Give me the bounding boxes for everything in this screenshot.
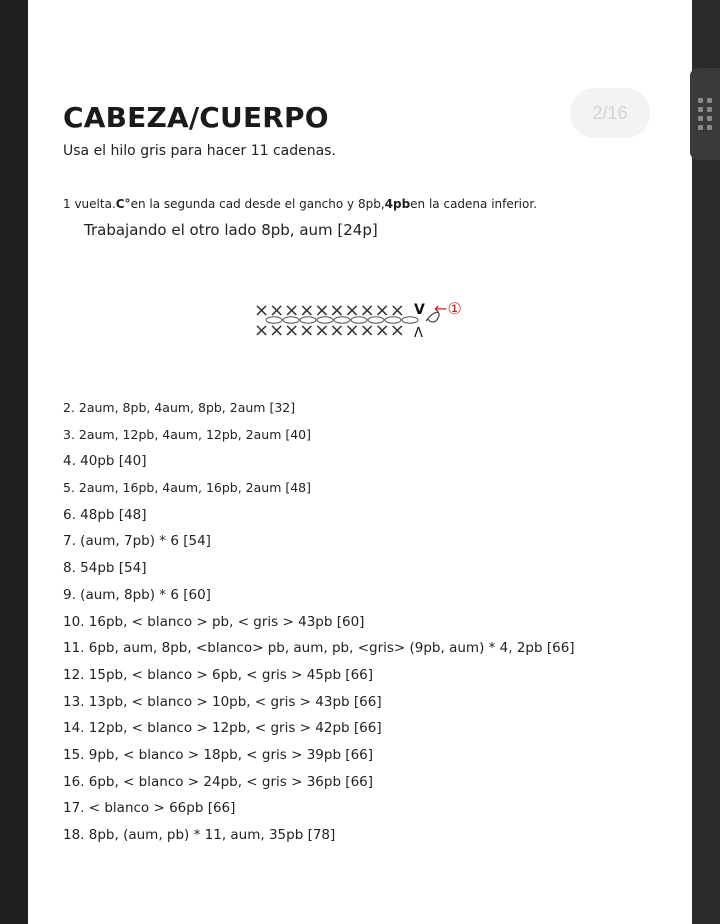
diagram-top-row: ×××××××××× (254, 300, 405, 321)
round-8: 8. 54pb [54] (63, 560, 147, 577)
diagram-bottom-marker: Λ (414, 326, 423, 341)
crochet-diagram (248, 294, 478, 344)
round-1-continuation: Trabajando el otro lado 8pb, aum [24p] (84, 221, 378, 239)
round-9: 9. (aum, 8pb) * 6 [60] (63, 586, 211, 603)
diagram-top-marker: V (414, 302, 425, 318)
grip-icon[interactable] (698, 98, 714, 130)
round-17: 17. < blanco > 66pb [66] (63, 800, 236, 817)
round-1-bold: 4pb (384, 197, 411, 211)
round-16: 16. 6pb, < blanco > 24pb, < gris > 36pb [66] (63, 773, 374, 790)
round-4: 4. 40pb [40] (63, 453, 147, 470)
round-5: 5. 2aum, 16pb, 4aum, 16pb, 2aum [48] (63, 480, 312, 496)
round-1-prefix: 1 vuelta. (63, 197, 116, 211)
round-7: 7. (aum, 7pb) * 6 [54] (63, 533, 211, 550)
round-2: 2. 2aum, 8pb, 4aum, 8pb, 2aum [32] (63, 400, 296, 415)
round-15: 15. 9pb, < blanco > 18pb, < gris > 39pb [66] (63, 746, 374, 763)
round-14: 14. 12pb, < blanco > 12pb, < gris > 42pb [66] (63, 720, 382, 737)
round-12: 12. 15pb, < blanco > 6pb, < gris > 45pb [66] (63, 666, 374, 683)
round-13: 13. 13pb, < blanco > 10pb, < gris > 43pb [66] (63, 693, 382, 710)
round-1-instruction (63, 197, 537, 211)
round-6: 6. 48pb [48] (63, 506, 147, 523)
round-10: 10. 16pb, < blanco > pb, < gris > 43pb [60] (63, 613, 365, 630)
round-1-part2: en la cadena inferior. (410, 197, 538, 211)
diagram-bottom-row: ×××××××××× (254, 320, 405, 341)
round-1-part1: en la segunda cad desde el gancho y 8pb, (130, 197, 385, 211)
rounds-list (63, 398, 575, 852)
diagram-start-label: ←① (434, 299, 462, 318)
page-indicator: 2/16 (570, 88, 650, 138)
subtitle: Usa el hilo gris para hacer 11 cadenas. (63, 143, 336, 159)
page-title: CABEZA/CUERPO (63, 101, 329, 134)
round-3: 3. 2aum, 12pb, 4aum, 12pb, 2aum [40] (63, 426, 312, 442)
round-11: 11. 6pb, aum, 8pb, <blanco> pb, aum, pb, <gris> (9pb, aum) * 4, 2pb [66] (63, 640, 575, 657)
round-1-stitch-symbol: C° (115, 197, 131, 211)
round-18: 18. 8pb, (aum, pb) * 11, aum, 35pb [78] (63, 827, 336, 843)
